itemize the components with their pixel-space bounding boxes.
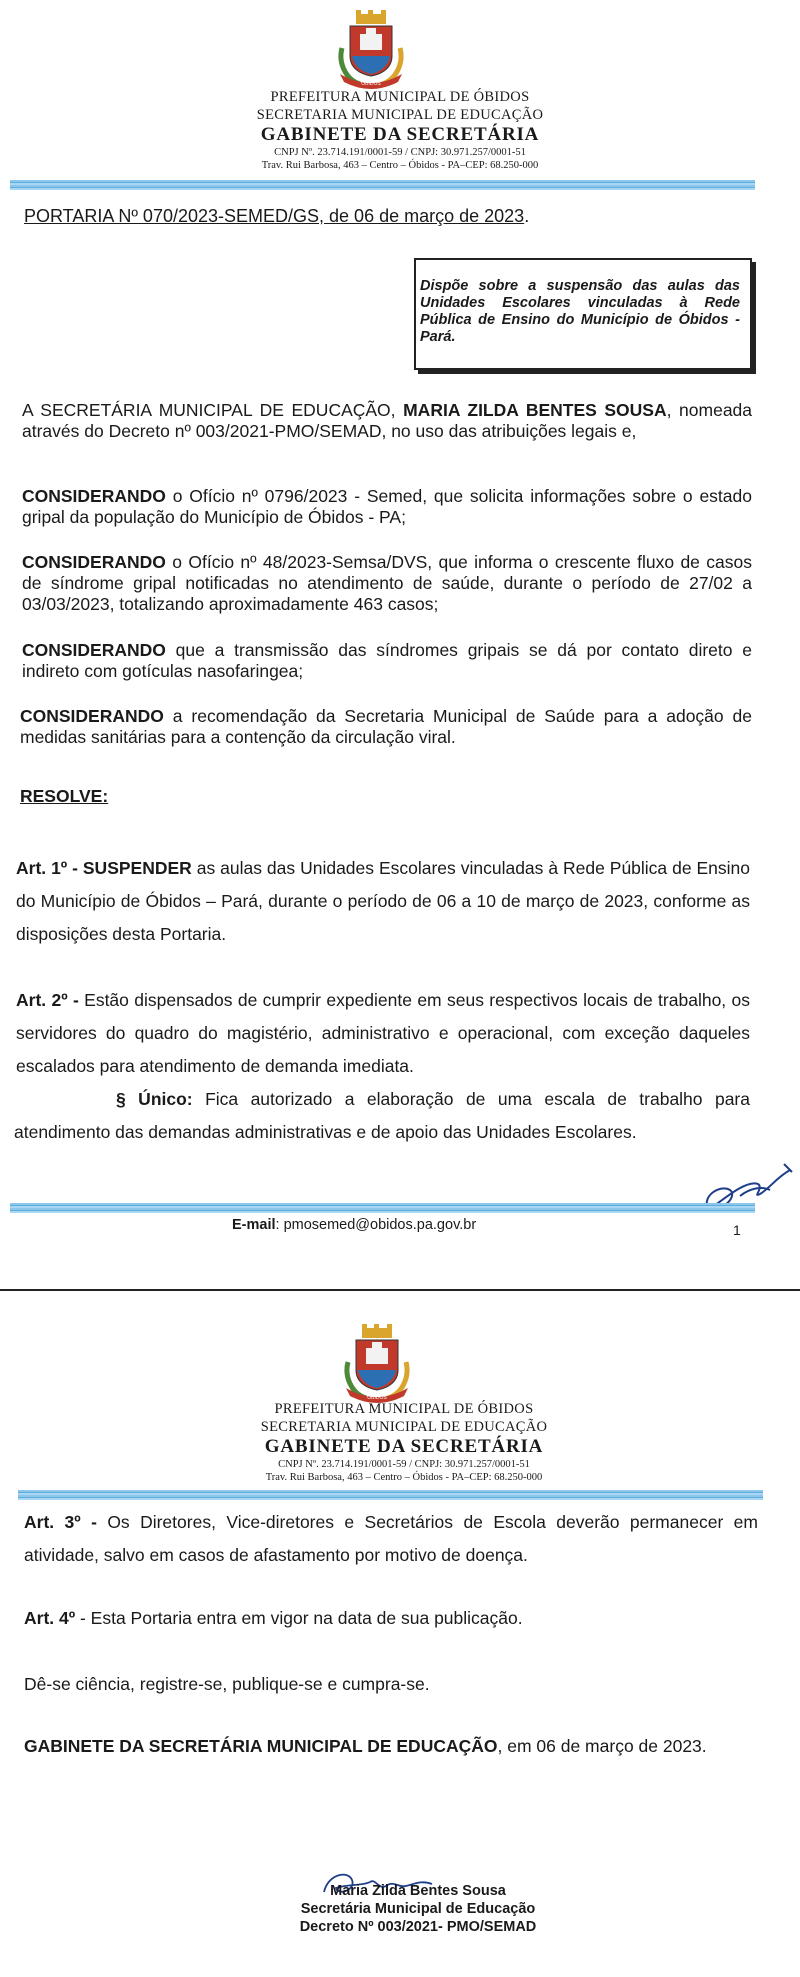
intro-text-b: , nomeada através do Decreto nº 003/2021-PMO/SEMAD, no uso das atribuições legais e, [22,400,753,441]
considerando-label: CONSIDERANDO [22,552,166,572]
article-text: Estão dispensados de cumprir expediente em seus respectivos locais de trabalho, os servidores do quadro do magistério, administrativo e operacional, com exceção daqueles escalados para atendimento de demanda imediata. [16,990,750,1076]
considerando-3 [22,640,752,682]
article-4 [24,1608,758,1629]
article-2 [16,984,750,1083]
crest-ribbon-text: ÓBIDOS [361,81,381,87]
page-separator [0,1289,800,1291]
article-label: Art. 2º - [16,990,79,1010]
paragraph-label: § Único: [116,1089,193,1109]
email-address: : pmosemed@obidos.pa.gov.br [275,1217,477,1233]
letterhead-line-1: PREFEITURA MUNICIPAL DE ÓBIDOS [270,89,530,105]
intro-text-a: A SECRETÁRIA MUNICIPAL DE EDUCAÇÃO, [22,400,404,420]
gabinete-paragraph [24,1730,758,1763]
summary-text: Dispõe sobre a suspensão das aulas das Unidades Escolares vinculadas à Rede Pública de Ensino do Município de Óbidos - Pará. [420,278,740,345]
considerando-4 [20,706,752,748]
summary-box [414,258,752,370]
letterhead-cnpj: CNPJ Nº. 23.714.191/0001-59 / CNPJ: 30.971.257/0001-51 [274,147,526,158]
municipal-crest-icon [342,1322,412,1404]
considerando-2 [22,552,752,615]
article-text: Os Diretores, Vice-diretores e Secretários de Escola deverão permanecer em atividade, salvo em casos de afastamento por motivo de doença. [24,1512,758,1565]
letterhead-address: Trav. Rui Barbosa, 463 – Centro – Óbidos - PA–CEP: 68.250-000 [265,1472,543,1483]
letterhead-line-1: PREFEITURA MUNICIPAL DE ÓBIDOS [274,1401,534,1417]
gabinete-label: GABINETE DA SECRETÁRIA MUNICIPAL DE EDUCAÇÃO [24,1736,498,1756]
secretary-name: MARIA ZILDA BENTES SOUSA [403,400,667,420]
article-1 [16,852,750,951]
intro-paragraph [22,400,752,442]
footer-band [10,1203,755,1213]
article-text: - Esta Portaria entra em vigor na data de sua publicação. [75,1608,523,1628]
header-band [10,180,755,190]
header-band [18,1490,763,1500]
municipal-crest-icon [336,8,406,90]
signatory-role: Secretária Municipal de Educação [300,1901,536,1917]
considerando-text: que a transmissão das síndromes gripais se dá por contato direto e indireto com gotículas nasofaringea; [22,640,752,681]
article-label: Art. 1º - SUSPENDER [16,858,192,878]
letterhead-line-2: SECRETARIA MUNICIPAL DE EDUCAÇÃO [256,107,544,123]
letterhead [4,1400,800,1484]
considerando-text: o Ofício nº 48/2023-Semsa/DVS, que informa o crescente fluxo de casos de síndrome gripal notificadas no atendimento de saúde, durante o período de 27/02 a 03/03/2023, totalizando aproximadamente 463 casos; [22,552,752,614]
letterhead-line-2: SECRETARIA MUNICIPAL DE EDUCAÇÃO [260,1419,548,1435]
considerando-label: CONSIDERANDO [22,486,166,506]
considerando-text: a recomendação da Secretaria Municipal de Saúde para a adoção de medidas sanitárias para a contenção da circulação viral. [20,706,752,747]
crest-ribbon-text: ÓBIDOS [367,1395,387,1401]
footer-email [232,1217,476,1233]
portaria-date: de 06 de março de 2023 [324,206,525,226]
page-number: 1 [733,1222,741,1238]
page-2 [0,1292,800,1977]
considerando-text: o Ofício nº 0796/2023 - Semed, que solicita informações sobre o estado gripal da população do Município de Óbidos - PA; [22,486,752,527]
letterhead [0,88,800,172]
signature-block [18,1882,800,1936]
article-label: Art. 4º [24,1608,76,1628]
gabinete-text: , em 06 de março de 2023. [497,1736,707,1756]
signatory-name: Maria Zilda Bentes Sousa [330,1883,506,1899]
portaria-title [24,206,529,227]
article-text: as aulas das Unidades Escolares vinculadas à Rede Pública de Ensino do Município de Óbidos – Pará, durante o período de 06 a 10 de março de 2023, conforme as disposições desta Portaria. [16,858,751,944]
signatory-decree: Decreto Nº 003/2021- PMO/SEMAD [299,1919,537,1935]
closing-line: Dê-se ciência, registre-se, publique-se e cumpra-se. [24,1674,430,1694]
considerando-1 [22,486,752,528]
email-label: E-mail [232,1217,276,1233]
resolve-heading: RESOLVE: [20,786,109,806]
article-3 [24,1506,758,1572]
considerando-label: CONSIDERANDO [22,640,166,660]
paragraph-unico [14,1083,750,1149]
letterhead-address: Trav. Rui Barbosa, 463 – Centro – Óbidos - PA–CEP: 68.250-000 [261,160,539,171]
paragraph-text: Fica autorizado a elaboração de uma escala de trabalho para atendimento das demandas administrativas e de apoio das Unidades Escolares. [14,1089,750,1142]
article-label: Art. 3º - [24,1512,97,1532]
letterhead-line-3: GABINETE DA SECRETÁRIA [264,1436,544,1457]
considerando-label: CONSIDERANDO [20,706,164,726]
portaria-number: PORTARIA Nº 070/2023-SEMED/GS, [24,206,325,226]
letterhead-cnpj: CNPJ Nº. 23.714.191/0001-59 / CNPJ: 30.971.257/0001-51 [278,1459,530,1470]
portaria-period: . [524,206,530,226]
letterhead-line-3: GABINETE DA SECRETÁRIA [260,124,540,145]
